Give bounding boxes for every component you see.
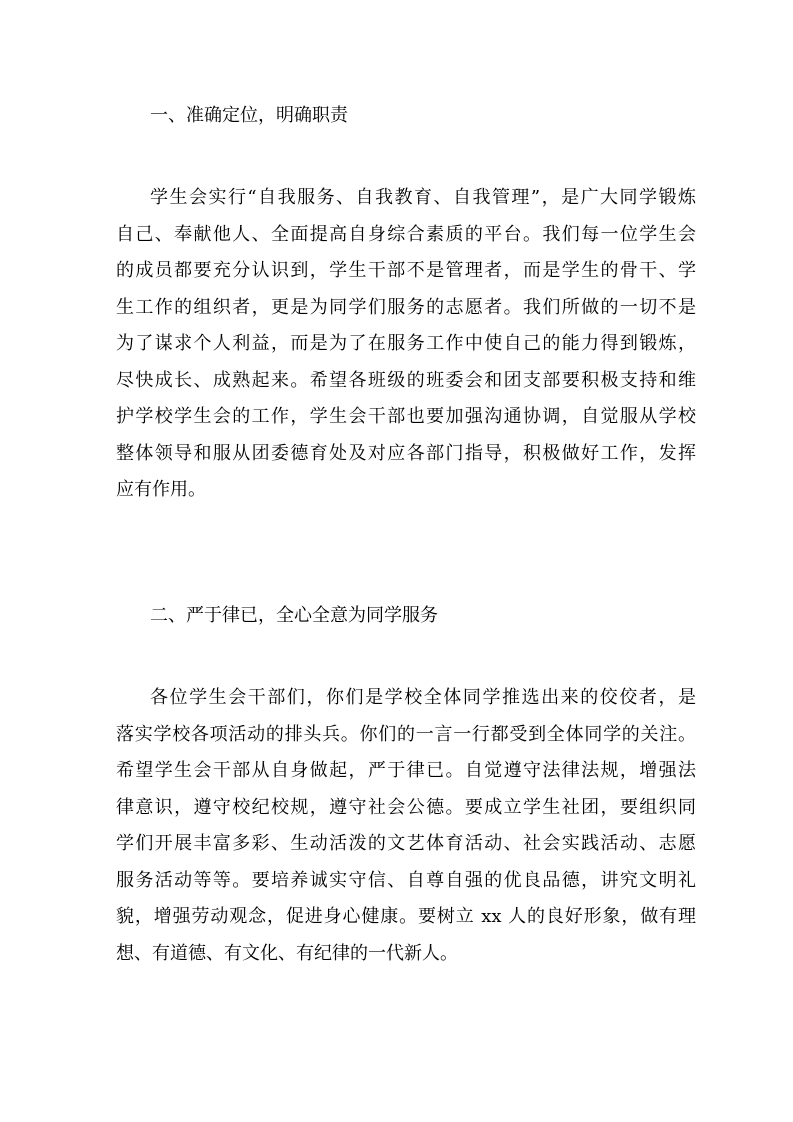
paragraph-line: 服务活动等等。要培养诚实守信、自尊自强的优良品德，讲究文明礼 — [116, 869, 696, 891]
paragraph-line: 希望学生会干部从自身做起，严于律已。自觉遵守法律法规，增强法 — [116, 760, 696, 781]
section-2-heading: 二、严于律已，全心全意为同学服务 — [150, 605, 438, 626]
paragraph-line: 想、有道德、有文化、有纪律的一代新人。 — [116, 942, 458, 964]
paragraph-line: 学生会实行“自我服务、自我教育、自我管理”，是广大同学锻炼 — [150, 187, 696, 208]
paragraph-line: 的成员都要充分认识到，学生干部不是管理者，而是学生的骨干、学 — [116, 260, 696, 281]
paragraph-line: 学们开展丰富多彩、生动活泼的文艺体育活动、社会实践活动、志愿 — [116, 833, 696, 854]
paragraph-line: 自己、奉献他人、全面提高自身综合素质的平台。我们每一位学生会 — [116, 223, 696, 245]
paragraph-line: 护学校学生会的工作，学生会干部也要加强沟通协调，自觉服从学校 — [116, 406, 696, 427]
paragraph-line: 各位学生会干部们，你们是学校全体同学推选出来的佼佼者，是 — [150, 687, 696, 708]
section-1-paragraph — [116, 180, 696, 509]
paragraph-line: 应有作用。 — [116, 479, 206, 500]
paragraph-line: 整体领导和服从团委德育处及对应各部门指导，积极做好工作，发挥 — [116, 442, 696, 464]
section-1-heading: 一、准确定位，明确职责 — [150, 105, 348, 126]
paragraph-line: 律意识，遵守校纪校规，遵守社会公德。要成立学生社团，要组织同 — [116, 796, 696, 818]
section-2-paragraph — [116, 680, 696, 972]
paragraph-line: 尽快成长、成熟起来。希望各班级的班委会和团支部要积极支持和维 — [116, 369, 696, 391]
paragraph-line: 貌，增强劳动观念，促进身心健康。要树立 xx 人的良好形象，做有理 — [116, 906, 696, 927]
paragraph-line: 落实学校各项活动的排头兵。你们的一言一行都受到全体同学的关注。 — [116, 723, 696, 745]
paragraph-line: 为了谋求个人利益，而是为了在服务工作中使自己的能力得到锻炼， — [116, 333, 696, 354]
paragraph-line: 生工作的组织者，更是为同学们服务的志愿者。我们所做的一切不是 — [116, 296, 696, 318]
